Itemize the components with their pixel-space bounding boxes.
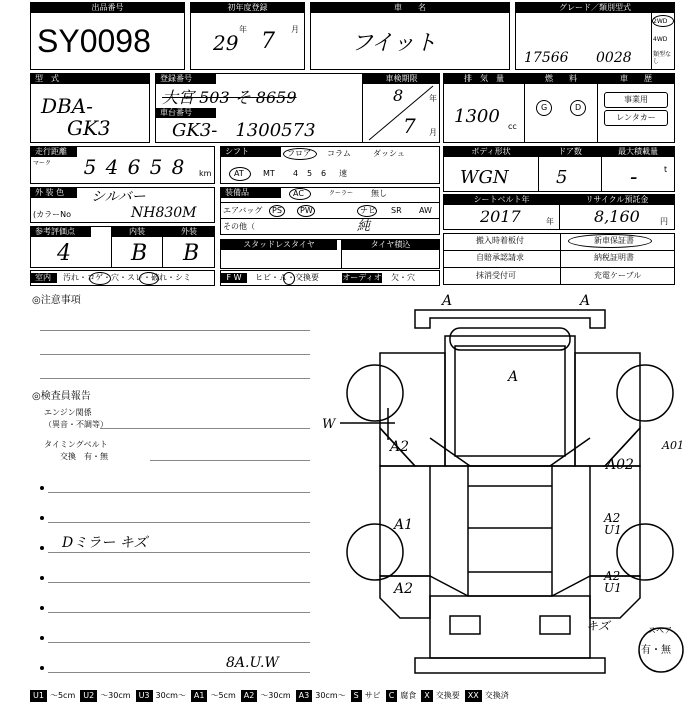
legend-value: ～30cm (260, 691, 291, 700)
inspection-month-value: 7 (403, 114, 416, 138)
month-unit: 月 (291, 25, 299, 34)
tire-load-label: タイヤ積込 (342, 240, 439, 250)
chassis-value: GK3- 1300573 (172, 120, 316, 141)
seatbelt-unit: 年 (546, 217, 554, 226)
legend-code: U2 (80, 690, 97, 702)
lot-number-box (30, 2, 185, 70)
shift-6: 6 (321, 169, 327, 178)
studless-label: スタッドレスタイヤ (221, 240, 337, 250)
car-diagram (320, 288, 700, 690)
mark-rear: A (580, 293, 591, 309)
equip-none: 無し (371, 189, 387, 198)
interior-score-value: B (131, 241, 148, 266)
equip-airbag: エアバッグ (223, 206, 263, 215)
mark-hood: A (508, 369, 519, 385)
recycle-value: 8,160 (594, 207, 640, 226)
type-none: 類型なし (653, 51, 672, 65)
engine-sub: （異音・不調等） (44, 420, 108, 429)
fuel-d: D (575, 103, 582, 112)
drive-2wd: 2WD (653, 18, 668, 25)
note-mirror: Dミラー キズ (62, 535, 148, 551)
body-value: WGN (460, 167, 509, 188)
inspection-strike (363, 84, 440, 142)
damage-legend (30, 690, 514, 702)
equip-ps: PS (272, 206, 282, 215)
engine-label: エンジン関係 (44, 408, 92, 417)
seatbelt-label: シートベルト年 (444, 195, 559, 205)
equip-cooler: クーラー (329, 190, 354, 197)
seatbelt-value: 2017 (480, 207, 521, 226)
first-registration-label: 初年度登録 (191, 3, 304, 13)
equip-sr: SR (391, 206, 402, 215)
mark-fender-right: A01 (662, 439, 684, 452)
spare-value: 有・無 (641, 645, 671, 656)
inspection-month-unit: 月 (429, 128, 437, 137)
equipment-label: 装備品 (221, 188, 281, 198)
inspection-column (362, 74, 440, 142)
mileage-label: 走行距離 (31, 147, 77, 157)
mileage-digits (79, 153, 199, 183)
mark-door-left-front: A1 (394, 517, 414, 533)
seatbelt-recycle-box (443, 194, 675, 230)
grade-score-box (30, 226, 215, 268)
model-value-2: GK3 (67, 116, 111, 140)
interior-row-items: 汚れ・コゲ・穴・スレ・破れ・シミ (63, 273, 191, 282)
mileage-digit: 4 (105, 155, 119, 179)
chassis-label: 車台番号 (156, 108, 216, 118)
ref-score-label: 参考評価点 (31, 227, 91, 237)
spare-label: スペア (648, 626, 672, 635)
car-name-value: フイット (351, 31, 437, 56)
legend-code: A3 (296, 690, 313, 702)
equip-ac: AC (293, 189, 304, 198)
legend-code: XX (465, 690, 482, 702)
delivery-item: 新車保証書 (594, 236, 634, 245)
shift-label: シフト (221, 147, 281, 157)
drive-4wd: 4WD (653, 36, 668, 43)
mileage-unit: km (199, 169, 212, 178)
mileage-digit: 8 (171, 155, 185, 179)
fw-label: F W (221, 273, 247, 283)
timing-label: タイミングベルト (44, 440, 108, 449)
model-label: 型 式 (31, 74, 149, 84)
registration-box (155, 73, 440, 143)
shift-dash: ダッシュ (373, 149, 405, 158)
legend-code: X (421, 690, 432, 702)
fw-audio-box (220, 270, 440, 286)
history-rental: レンタカー (604, 110, 668, 126)
equip-other: その他（ (223, 222, 255, 231)
color-value: シルバー (91, 189, 146, 205)
displacement-unit: cc (508, 122, 517, 131)
shift-5: 5 (307, 169, 313, 178)
legend-code: U3 (136, 690, 153, 702)
legend-code: U1 (30, 690, 47, 702)
inspection-year-unit: 年 (429, 94, 437, 103)
note-bottom: 8A.U.W (226, 655, 279, 671)
fuel-g: G (541, 103, 548, 112)
delivery-item: 自賠承認請求 (476, 253, 524, 262)
body-label: ボディ形状 (444, 147, 538, 157)
mark-tail: キズ (586, 619, 610, 633)
equipment-box (220, 187, 440, 235)
exterior-score-label: 外装 (163, 227, 215, 237)
shift-speed: 速 (339, 169, 347, 178)
recycle-label: リサイクル預託金 (560, 195, 674, 205)
interior-condition-box (30, 270, 215, 286)
mark-fender-left: A2 (390, 439, 410, 455)
displacement-value: 1300 (454, 106, 500, 127)
shift-floor: フロア (287, 149, 311, 158)
doors-label: ドア数 (539, 147, 601, 157)
legend-value: 腐食 (400, 691, 417, 700)
legend-value: 30cm～ (155, 691, 186, 700)
engine-fuel-box (443, 73, 675, 143)
shift-box (220, 146, 440, 184)
shift-column: コラム (327, 149, 351, 158)
legend-value: 交換要 (435, 691, 460, 700)
mark-front: A (442, 293, 453, 309)
legend-code: A2 (241, 690, 258, 702)
payload-value: - (630, 165, 638, 190)
legend-code: C (386, 690, 398, 702)
delivery-item: 抹消受付可 (476, 271, 516, 280)
recycle-unit: 円 (660, 217, 668, 226)
legend-value: ～30cm (100, 691, 131, 700)
doors-value: 5 (556, 167, 568, 188)
legend-value: ～5cm (49, 691, 76, 700)
mileage-digit: 5 (149, 155, 163, 179)
equip-other-value: 純 (357, 219, 371, 234)
legend-value: ～5cm (210, 691, 236, 700)
mark-rear-right: A2 U1 (604, 569, 622, 595)
history-label: 車 歴 (598, 74, 674, 84)
month-value: 7 (261, 29, 275, 54)
year-value: 29 (213, 31, 239, 55)
equip-navi: ナビ (360, 206, 376, 215)
model-box (30, 73, 150, 143)
inspection-year-value: 8 (393, 86, 404, 105)
fuel-label: 燃 料 (525, 74, 597, 84)
legend-value: 交換済 (484, 691, 509, 700)
lot-number-label: 出品番号 (31, 3, 184, 13)
body-box (443, 146, 675, 192)
shift-4: 4 (293, 169, 299, 178)
mileage-digit: 5 (83, 155, 97, 179)
shift-at: AT (234, 169, 244, 178)
lot-number-value: SY0098 (37, 23, 151, 59)
mark-label: マーク (33, 160, 52, 167)
ref-score-value: 4 (57, 241, 71, 266)
audio-items: 欠・穴 (391, 273, 415, 282)
legend-code: S (351, 690, 362, 702)
grade-value-2: 0028 (596, 50, 632, 66)
history-business: 事業用 (604, 92, 668, 108)
tire-box (220, 239, 440, 269)
grade-label: グレード／類別型式 (516, 3, 674, 13)
caution-title: ◎注意事項 (32, 295, 81, 306)
shift-mt: MT (263, 169, 275, 178)
grade-box (515, 2, 675, 70)
interior-row-label: 室内 (31, 273, 57, 283)
first-registration-box (190, 2, 305, 70)
year-unit: 年 (239, 25, 247, 34)
payload-label: 最大積載量 (602, 147, 674, 157)
mark-door-right-rear: A2 U1 (604, 511, 622, 537)
legend-value: 30cm～ (315, 691, 346, 700)
exterior-score-value: B (183, 241, 200, 266)
audio-label: オーディオ (342, 273, 382, 282)
fw-items: ヒビ・Ａ・交換要 (255, 273, 319, 282)
equip-aw: AW (419, 206, 432, 215)
drive-column (651, 13, 674, 69)
delivery-item: 搬入時着板付 (476, 236, 524, 245)
delivery-item: 納税証明書 (594, 253, 634, 262)
inspector-title: ◎検査員報告 (32, 391, 91, 402)
car-name-label: 車 名 (311, 3, 509, 13)
displacement-label: 排 気 量 (444, 74, 524, 84)
legend-value: サビ (364, 691, 381, 700)
mark-door-left-rear: A2 (394, 581, 414, 597)
grade-value-1: 17566 (524, 50, 569, 66)
legend-code: A1 (191, 690, 208, 702)
drive-2wd-circle (652, 15, 674, 27)
mark-w: W (322, 417, 336, 432)
equip-pw: PW (300, 206, 313, 215)
car-name-box (310, 2, 510, 70)
delivery-item: 充電ケーブル (594, 271, 642, 280)
mileage-box (30, 146, 215, 184)
color-box (30, 187, 215, 223)
interior-score-label: 内装 (112, 227, 162, 237)
delivery-items-box (443, 233, 675, 285)
inspection-label: 車検期限 (363, 74, 440, 84)
mark-door-right-front: A02 (606, 457, 634, 473)
mileage-digit: 6 (127, 155, 141, 179)
timing-exchange: 交換 有・無 (60, 452, 108, 461)
model-value-1: DBA- (41, 94, 93, 118)
payload-unit: t (664, 165, 668, 174)
registration-label: 登録番号 (156, 74, 216, 84)
color-code-label: (カラーNo (33, 210, 71, 219)
registration-value: 大宮 503 そ 8659 (162, 88, 297, 107)
color-label: 外 装 色 (31, 188, 77, 198)
color-code-value: NH830M (131, 205, 197, 221)
